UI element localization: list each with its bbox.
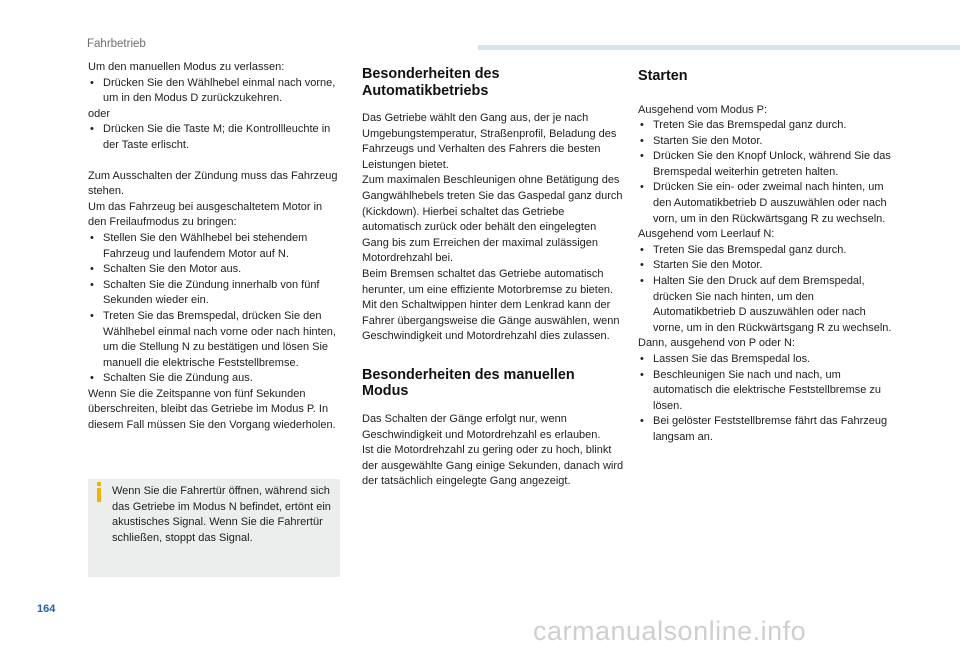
list-item: • Drücken Sie die Taste M; die Kontrollleuchte in der Taste erlischt. [88,122,343,153]
header-bar [478,45,960,50]
list-item: • Treten Sie das Bremspedal, drücken Sie den Wählhebel einmal nach vorne oder nach hinten, um die Stellung N zu bestätigen und lösen Sie manuell die elektrische Feststellbremse. [88,309,343,371]
info-box [88,479,340,577]
column-middle [362,60,624,490]
paragraph: Zum maximalen Beschleunigen ohne Betätigung des Gangwählhebels treten Sie das Gaspedal ganz durch (Kickdown). Hierbei schaltet das Getriebe automatisch zurück oder behält den eingelegten Gang bis zum Erreichen der maximal zulässigen Motordrehzahl bei. [362,174,623,265]
paragraph: Beim Bremsen schaltet das Getriebe automatisch herunter, um eine effiziente Motorbremse zu bieten. [362,267,614,296]
paragraph: Dann, ausgehend von P oder N: [638,337,795,350]
list-item: • Drücken Sie ein- oder zweimal nach hinten, um den Automatikbetrieb D auszuwählen oder nach vorn, um in den Rückwärtsgang R zu wechseln. [638,180,894,227]
paragraph: Mit den Schaltwippen hinter dem Lenkrad kann der Fahrer übergangsweise die Gänge auswählen, wenn Geschwindigkeit und Motordrehzahl dies zulassen. [362,299,620,343]
list-item: • Starten Sie den Motor. [638,258,894,274]
paragraph: Zum Ausschalten der Zündung muss das Fahrzeug stehen. [88,169,338,198]
list-item: • Schalten Sie den Motor aus. [88,262,343,278]
section-title: Fahrbetrieb [87,38,146,50]
list-item: • Schalten Sie die Zündung innerhalb von fünf Sekunden wieder ein. [88,278,343,309]
list-item: • Schalten Sie die Zündung aus. [88,371,343,387]
paragraph: Das Schalten der Gänge erfolgt nur, wenn Geschwindigkeit und Motordrehzahl es erlauben. [362,412,601,441]
info-text: Wenn Sie die Fahrertür öffnen, während sich das Getriebe im Modus N befindet, ertönt ein akustisches Signal. Wenn Sie die Fahrertür schließen, stoppt das Signal. [112,485,331,544]
paragraph: Wenn Sie die Zeitspanne von fünf Sekunden überschreiten, bleibt das Getriebe im Modus P. In diesem Fall müssen Sie den Vorgang wiederholen. [88,387,336,432]
heading-automatic: Besonderheiten des Automatikbetriebs [362,66,500,99]
list-item: • Beschleunigen Sie nach und nach, um automatisch die elektrische Feststellbremse zu lösen. [638,368,894,415]
list-item: • Treten Sie das Bremspedal ganz durch. [638,118,894,134]
exit-manual-block [88,60,343,154]
list-item: • Starten Sie den Motor. [638,134,894,150]
paragraph: oder [88,107,111,120]
paragraph: Um das Fahrzeug bei ausgeschaltetem Motor in den Freilaufmodus zu bringen: [88,200,323,229]
heading-start: Starten [638,68,688,84]
paragraph: Das Getriebe wählt den Gang aus, der je nach Umgebungstemperatur, Straßenprofil, Beladung des Fahrzeugs und Verhalten des Fahrers die besten Leistungen bietet. [362,112,617,171]
list-item: • Halten Sie den Druck auf dem Bremspedal, drücken Sie nach hinten, um den Automatikbetrieb D auszuwählen oder nach vorne, um in den Rückwärtsgang R zu wechseln. [638,274,894,336]
list-item: • Lassen Sie das Bremspedal los. [638,352,894,368]
watermark: carmanualsonline.info [533,616,807,646]
paragraph: Ausgehend vom Leerlauf N: [638,228,775,241]
page-number: 164 [37,603,56,615]
column-right [638,60,894,446]
heading-manual: Besonderheiten des manuellen Modus [362,366,575,400]
list-item: • Treten Sie das Bremspedal ganz durch. [638,243,894,259]
list-item: • Drücken Sie den Wählhebel einmal nach vorne, um in den Modus D zurückzukehren. [88,76,343,107]
paragraph: Ausgehend vom Modus P: [638,103,768,116]
freewheel-block [88,169,343,434]
list-item: • Stellen Sie den Wählhebel bei stehendem Fahrzeug und laufendem Motor auf N. [88,231,343,262]
info-icon [94,482,105,502]
list-item: • Bei gelöster Feststellbremse fährt das Fahrzeug langsam an. [638,414,894,445]
paragraph: Um den manuellen Modus zu verlassen: [88,61,285,73]
column-left [88,60,343,434]
paragraph: Ist die Motordrehzahl zu gering oder zu hoch, blinkt der ausgewählte Gang einige Sekunden, danach wird der tatsächlich eingelegte Gang angezeigt. [362,444,624,488]
list-item: • Drücken Sie den Knopf Unlock, während Sie das Bremspedal weiterhin getreten halten. [638,149,894,180]
